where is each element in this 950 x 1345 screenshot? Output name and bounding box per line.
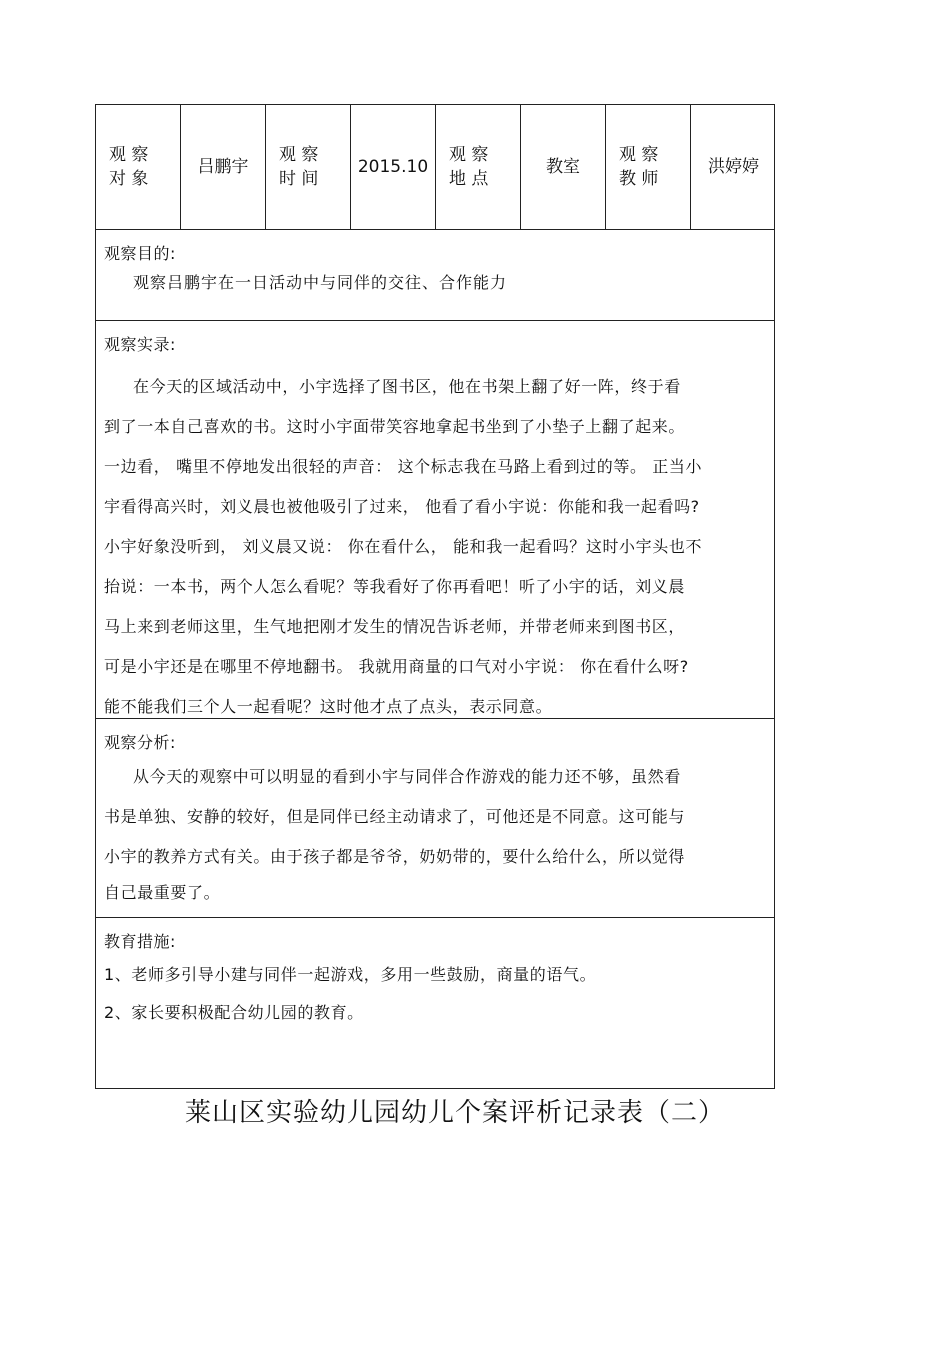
record-line: 可是小宇还是在哪里不停地翻书。 我就用商量的口气对小宇说： 你在看什么呀? bbox=[104, 657, 689, 676]
record-line: 在今天的区域活动中，小宇选择了图书区，他在书架上翻了好一阵，终于看 bbox=[133, 377, 681, 396]
place-label bbox=[436, 105, 521, 229]
observation-record-table bbox=[95, 104, 775, 1089]
record-line: 到了一本自己喜欢的书。这时小宇面带笑容地拿起书坐到了小垫子上翻了起来。 bbox=[104, 417, 686, 436]
teacher-label bbox=[606, 105, 691, 229]
record-line: 抬说：一本书，两个人怎么看呢？等我看好了你再看吧！听了小宇的话，刘义晨 bbox=[104, 577, 686, 596]
record-line: 一边看， 嘴里不停地发出很轻的声音： 这个标志我在马路上看到过的等。 正当小 bbox=[104, 457, 703, 476]
teacher-label-line-1: 观 察 bbox=[619, 145, 659, 165]
record-section bbox=[96, 321, 774, 719]
analysis-title: 观察分析: bbox=[104, 733, 176, 752]
record-line: 能不能我们三个人一起看呢？这时他才点了点头，表示同意。 bbox=[104, 697, 553, 716]
time-label-line-2: 时 间 bbox=[279, 169, 319, 189]
measures-title: 教育措施: bbox=[104, 932, 176, 951]
subject-label bbox=[96, 105, 181, 229]
time-label-line-1: 观 察 bbox=[279, 145, 319, 165]
measures-section bbox=[96, 918, 774, 1088]
measure-item: 1、老师多引导小建与同伴一起游戏，多用一些鼓励，商量的语气。 bbox=[104, 965, 597, 984]
record-title: 观察实录: bbox=[104, 335, 176, 354]
header-row bbox=[96, 105, 774, 230]
subject-label-line-1: 观 察 bbox=[109, 145, 149, 165]
subject-value: 吕鹏宇 bbox=[181, 105, 266, 229]
analysis-paragraph bbox=[104, 757, 766, 909]
analysis-line: 书是单独、安静的较好，但是同伴已经主动请求了，可他还是不同意。这可能与 bbox=[104, 807, 686, 826]
place-label-line-1: 观 察 bbox=[449, 145, 489, 165]
analysis-line: 小宇的教养方式有关。由于孩子都是爷爷，奶奶带的，要什么给什么，所以觉得 bbox=[104, 847, 686, 866]
purpose-title: 观察目的: bbox=[104, 244, 176, 263]
teacher-label-line-2: 教 师 bbox=[619, 169, 659, 189]
time-value: 2015.10 bbox=[351, 105, 436, 229]
analysis-section bbox=[96, 719, 774, 918]
purpose-text: 观察吕鹏宇在一日活动中与同伴的交往、合作能力 bbox=[133, 273, 508, 292]
purpose-section bbox=[96, 230, 774, 321]
record-line: 马上来到老师这里，生气地把刚才发生的情况告诉老师，并带老师来到图书区， bbox=[104, 617, 686, 636]
time-label bbox=[266, 105, 351, 229]
record-line: 宇看得高兴时，刘义晨也被他吸引了过来， 他看了看小宇说：你能和我一起看吗? bbox=[104, 497, 700, 516]
place-value: 教室 bbox=[521, 105, 606, 229]
record-paragraph bbox=[104, 367, 766, 727]
document-title: 莱山区实验幼儿园幼儿个案评析记录表（二） bbox=[184, 1098, 725, 1128]
subject-label-line-2: 对 象 bbox=[109, 169, 149, 189]
place-label-line-2: 地 点 bbox=[449, 169, 489, 189]
analysis-line: 从今天的观察中可以明显的看到小宇与同伴合作游戏的能力还不够，虽然看 bbox=[133, 767, 681, 786]
analysis-line: 自己最重要了。 bbox=[104, 883, 221, 902]
record-line: 小宇好象没听到， 刘义晨又说： 你在看什么， 能和我一起看吗？这时小宇头也不 bbox=[104, 537, 703, 556]
measure-item: 2、家长要积极配合幼儿园的教育。 bbox=[104, 1003, 364, 1022]
teacher-value: 洪婷婷 bbox=[708, 157, 759, 177]
